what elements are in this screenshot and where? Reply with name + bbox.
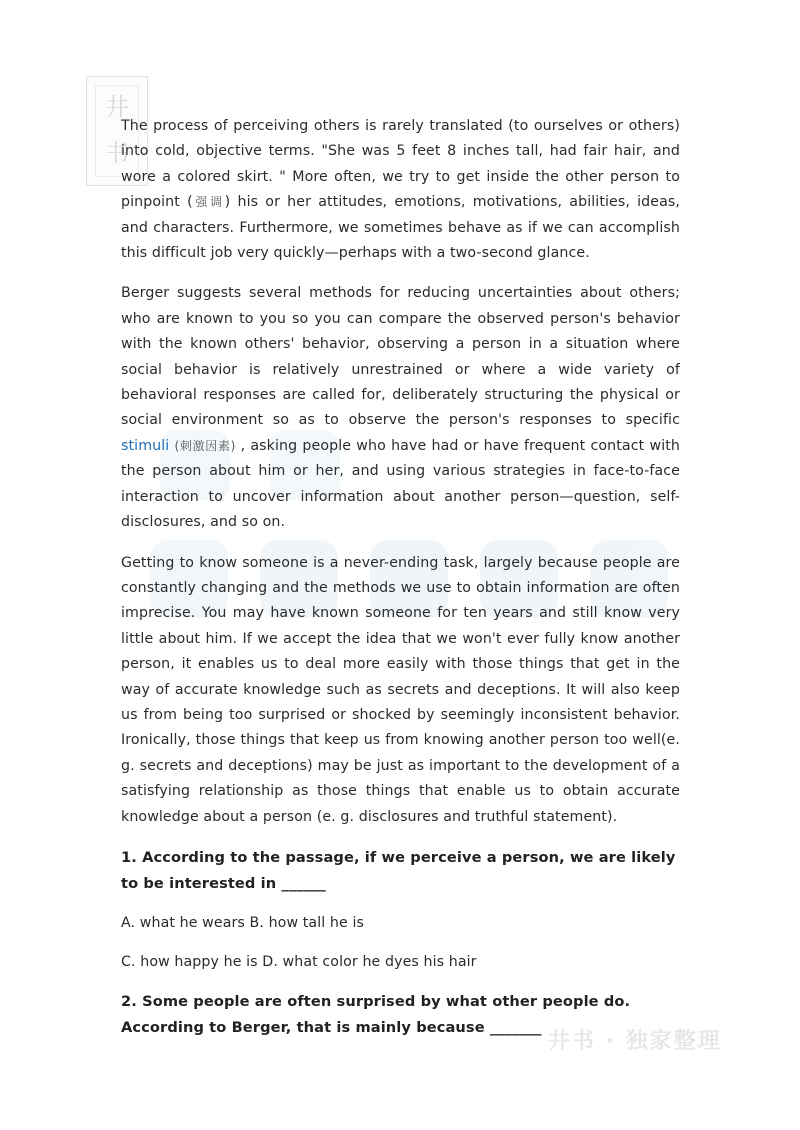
watermark-stamp-char-1: 井 [105, 93, 129, 121]
paragraph-1-text-a: The process of perceiving others is rarely translated (to ourselves or others) into cold, objective terms. "She was 5 feet 8 inches tall, had fair hair, and wore a colored skirt. " More often, we try to get inside the other person to pinpoint ( [121, 118, 680, 211]
passage-paragraph-2 [121, 281, 680, 535]
passage-paragraph-1 [121, 114, 680, 266]
question-2-stem: 2. Some people are often surprised by what other people do. According to Berger, that is mainly because _______ [121, 992, 631, 1036]
watermark-stamp-char-2: 书 [105, 139, 129, 167]
watermark-footer: 井书 · 独家整理 [548, 1029, 722, 1054]
question-1-option-row-2: C. how happy he is D. what color he dyes his hair [121, 953, 477, 970]
paragraph-2-text-b: , asking people who have had or have frequent contact with the person about him or her, and using various strategies in face-to-face interaction to uncover information about another person—question, self-disclosures, and so on. [121, 437, 680, 531]
stimuli-link[interactable]: stimuli [121, 437, 170, 454]
passage-paragraph-3: Getting to know someone is a never-ending task, largely because people are constantly changing and the methods we use to obtain information are often imprecise. You may have known someone for ten years and still know very little about him. If we accept the idea that we won't ever fully know another person, it enables us to deal more easily with those things that get in the way of accurate knowledge such as secrets and deceptions. It will also keep us from being too surprised or shocked by seemingly inconsistent behavior. Ironically, those things that keep us from knowing another person too well(e. g. secrets and deceptions) may be just as important to the development of a satisfying relationship as those things that enable us to obtain accurate knowledge about a person (e. g. disclosures and truthful statement). [121, 554, 680, 825]
gloss-pinpoint: 强调 [192, 195, 225, 210]
gloss-stimuli: (刺激因素) [174, 438, 236, 453]
paragraph-2-text-a: Berger suggests several methods for reducing uncertainties about others; who are known to you so you can compare the observed person's behavior with the known others' behavior, observing a person in a situation where social behavior is relatively unrestrained or where a wide variety of behavioral responses are called for, deliberately structuring the physical or social environment so as to observe the person's responses to specific [121, 285, 680, 429]
document-body [121, 114, 680, 1055]
question-1-stem: 1. According to the passage, if we perceive a person, we are likely to be interested in ______ [121, 848, 676, 892]
paragraph-1-text-b: ) his or her attitudes, emotions, motivations, abilities, ideas, and characters. Furthermore, we sometimes behave as if we can accomplish this difficult job very quickly—perhaps with a two-second glance. [121, 194, 681, 262]
question-1-option-row-1: A. what he wears B. how tall he is [121, 914, 364, 931]
